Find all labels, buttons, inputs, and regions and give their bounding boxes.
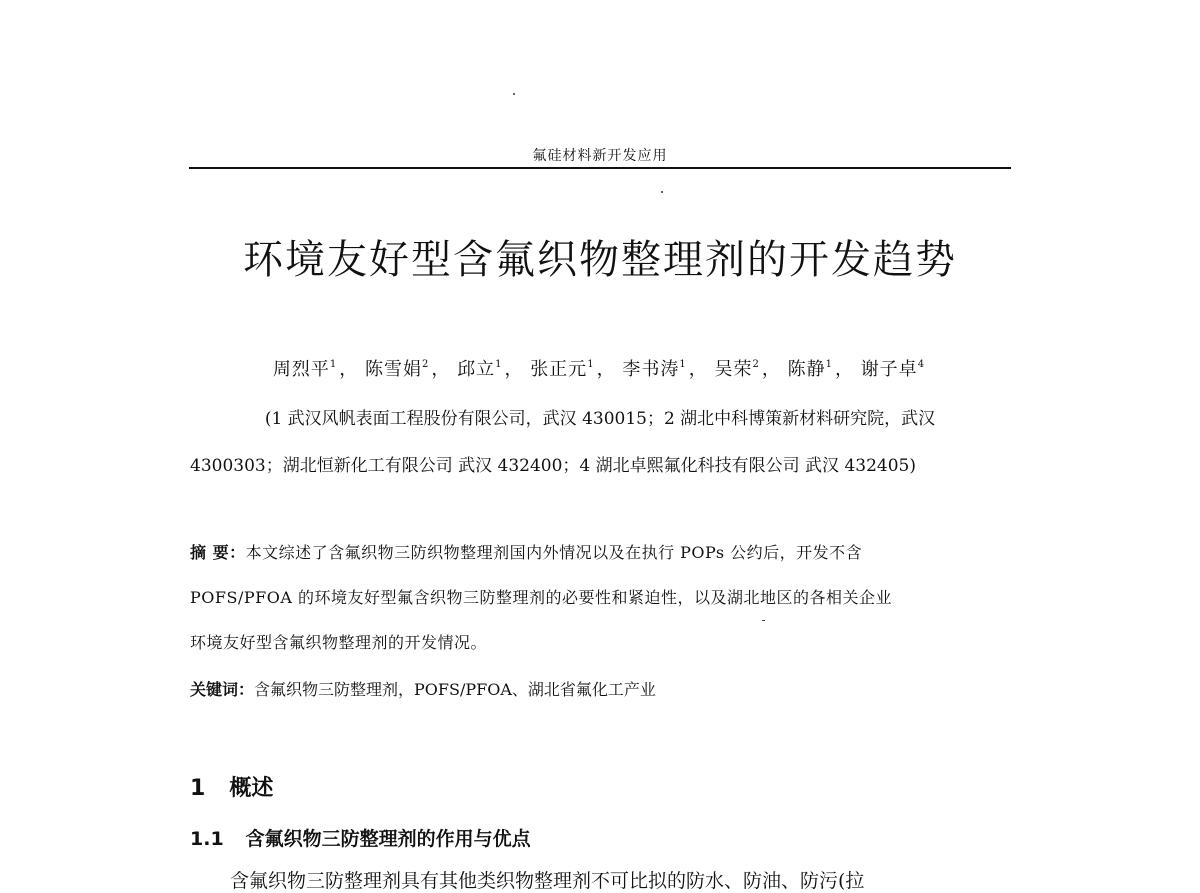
subsection-heading-1-1 xyxy=(190,824,531,851)
abstract-line-1 xyxy=(190,540,1010,563)
journal-section-header: 氟硅材料新开发应用 xyxy=(532,148,668,164)
author-affiliation-mark: 4 xyxy=(917,359,926,370)
author-name: 周烈平 xyxy=(272,359,330,380)
scan-speck xyxy=(513,93,515,95)
subsection-title: 含氟织物三防整理剂的作用与优点 xyxy=(245,828,531,850)
affiliation-line-2: 4300303；湖北恒新化工有限公司 武汉 432400；4 湖北卓熙氟化科技有限公司 武汉 432405) xyxy=(190,456,916,476)
keywords-label: 关键词： xyxy=(190,680,255,699)
author-name: 谢子卓 xyxy=(860,359,918,380)
body-paragraph-start: 含氟织物三防整理剂具有其他类织物整理剂不可比拟的防水、防油、防污(拉 xyxy=(230,870,865,892)
section-heading-1 xyxy=(190,771,273,802)
author-name: 李书涛 xyxy=(622,359,680,380)
scan-speck xyxy=(762,620,765,621)
author-affiliation-mark: 1 xyxy=(495,359,503,370)
affiliation-line-1: (1 武汉风帆表面工程股份有限公司，武汉 430015；2 湖北中科博策新材料研究院，武汉 xyxy=(264,409,936,429)
author-name: 陈雪娟 xyxy=(365,359,423,380)
header-rule xyxy=(189,167,1011,169)
subsection-number: 1.1 xyxy=(190,828,224,850)
author-list: 周烈平$^1$ ， 陈雪娟$^2$ ， 邱立$^1$ ， 张正元$^1$ ， 李书涛$^1$ ， 吴荣$^2$ ， 陈静$^1$ ， 谢子卓$^4$ xyxy=(272,359,926,380)
article-title: 环境友好型含氟织物整理剂的开发趋势 xyxy=(243,237,957,283)
author-affiliation-mark: 2 xyxy=(422,359,430,370)
abstract-line-2: POFS/PFOA 的环境友好型氟含织物三防整理剂的必要性和紧迫性，以及湖北地区的各相关企业 xyxy=(190,588,892,607)
keywords-line xyxy=(190,677,656,700)
author-affiliation-mark: 1 xyxy=(825,359,833,370)
author-name: 吴荣 xyxy=(714,359,753,380)
section-number: 1 xyxy=(190,776,206,801)
abstract-line-3: 环境友好型含氟织物整理剂的开发情况。 xyxy=(190,633,488,652)
abstract-text: 本文综述了含氟织物三防织物整理剂国内外情况以及在执行 POPs 公约后，开发不含 xyxy=(245,543,863,562)
author-name: 陈静 xyxy=(787,359,826,380)
abstract-label: 摘 要： xyxy=(190,543,246,562)
section-title: 概述 xyxy=(229,776,274,801)
author-affiliation-mark: 1 xyxy=(587,359,595,370)
author-affiliation-mark: 1 xyxy=(679,359,687,370)
author-affiliation-mark: 2 xyxy=(752,359,760,370)
author-name: 张正元 xyxy=(530,359,588,380)
keywords-text: 含氟织物三防整理剂，POFS/PFOA、湖北省氟化工产业 xyxy=(254,680,656,699)
author-affiliation-mark: 1 xyxy=(329,359,338,370)
author-name: 邱立 xyxy=(457,359,496,380)
scan-speck xyxy=(661,191,663,193)
